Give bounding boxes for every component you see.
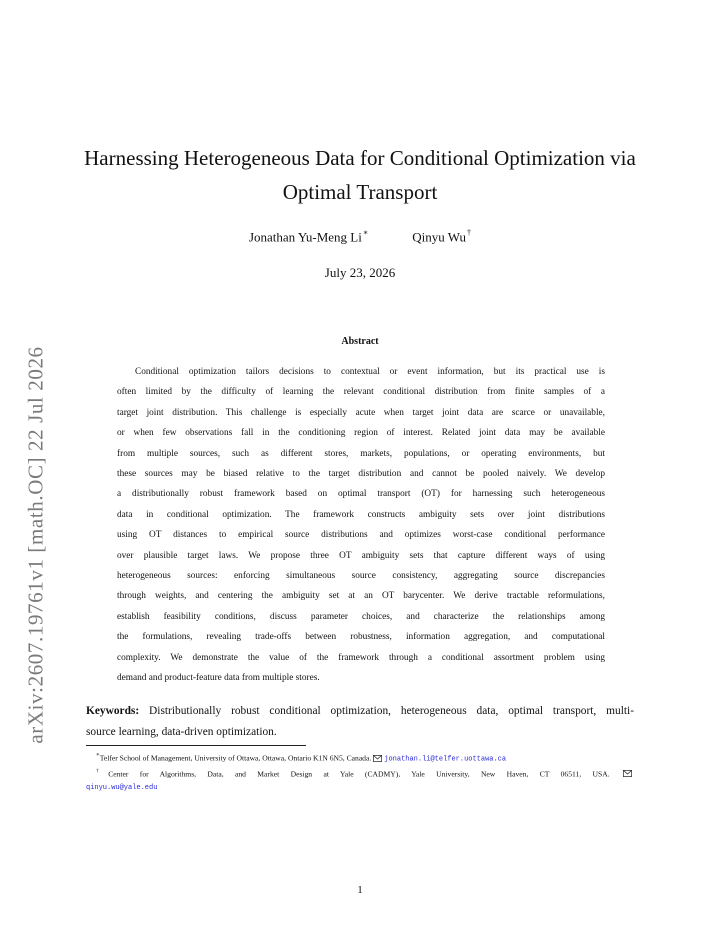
footnote-divider [86,745,306,746]
abstract-line: a distributionally robust framework based on optimal transport (OT) for harnessing such heterogeneous [117,489,605,500]
footnote-2-email-link[interactable]: qinyu.wu@yale.edu [86,783,158,792]
author-list [0,229,720,245]
author-2-mark: † [467,228,472,237]
abstract-line: using OT distances to empirical source distributions and optimizes worst-case conditional performance [117,530,605,541]
footnote-2-text: Center for Algorithms, Data, and Market Design at Yale (CADMY), Yale University, New Haven, CT 06511, USA. [108,769,610,779]
author-1-mark: ∗ [362,228,369,237]
title-line-1: Harnessing Heterogeneous Data for Conditional Optimization via [84,146,636,170]
keywords-section [86,701,634,743]
author-2 [412,229,471,245]
abstract-line: the formulations, revealing trade-offs between robustness, information aggregation, and computational [117,632,605,643]
abstract-heading: Abstract [341,336,379,347]
paper-title [80,141,640,209]
abstract-line: data in conditional optimization. The framework constructs ambiguity sets over joint distributions [117,509,605,520]
footnote-2-continuation [86,781,634,794]
abstract-line: from multiple sources, such as different stores, markets, populations, or operating environments, but [117,448,605,459]
keywords-label: Keywords: [86,705,140,717]
abstract-line: demand and product-feature data from multiple stores. [117,673,320,684]
title-line-2: Optimal Transport [282,180,438,204]
abstract-line: establish feasibility conditions, discuss parameter choices, and characterize the relationships among [117,611,605,622]
footnotes [86,750,634,794]
footnote-2 [86,766,634,781]
footnote-1-mark: ∗ [96,752,100,758]
footnote-1-text: Telfer School of Management, University of Ottawa, Ottawa, Ontario K1N 6N5, Canada. [99,753,372,763]
page-number: 1 [357,884,363,896]
footnote-2-mark: † [96,767,109,774]
publication-date: July 23, 2026 [324,265,396,280]
abstract-line: heterogeneous sources: enforcing simultaneous source consistency, aggregating source discrepancies [117,571,605,582]
abstract-line: these sources may be biased relative to the target distribution and cannot be pooled naively. We develop [117,469,605,480]
author-1-name: Jonathan Yu-Meng Li [248,229,362,245]
footnote-1-email-link[interactable]: jonathan.li@telfer.uottawa.ca [384,755,507,764]
keywords-line-2: source learning, data-driven optimization. [86,726,277,738]
abstract-line: target joint distribution. This challenge is especially acute when target joint data are scarce or unavailable, [117,407,605,418]
author-1 [249,229,368,245]
envelope-icon [623,770,632,777]
abstract-line: often limited by the difficulty of learning the relevant conditional distribution from finite samples of a [117,387,605,398]
abstract-line: over plausible target laws. We propose three OT ambiguity sets that capture different ways of using [117,550,605,561]
footnote-1 [86,750,634,766]
abstract-line: through weights, and centering the ambiguity set at an OT barycenter. We derive tractable reformulations, [117,591,605,602]
keywords-line-1 [86,701,634,722]
arxiv-identifier-stamp: arXiv:2607.19761v1 [math.OC] 22 Jul 2026 [23,346,48,744]
abstract-line: or when few observations fall in the conditioning region of interest. Related joint data may be available [117,428,605,439]
author-2-name: Qinyu Wu [412,229,467,245]
abstract-text [117,362,605,689]
abstract-line: complexity. We demonstrate the value of the framework through a conditional assortment problem using [117,652,605,663]
keywords-text-1: Distributionally robust conditional optimization, heterogeneous data, optimal transport, multi- [149,705,634,717]
abstract-line: Conditional optimization tailors decisions to contextual or event information, but its practical use is [135,367,605,377]
envelope-icon [373,755,382,762]
